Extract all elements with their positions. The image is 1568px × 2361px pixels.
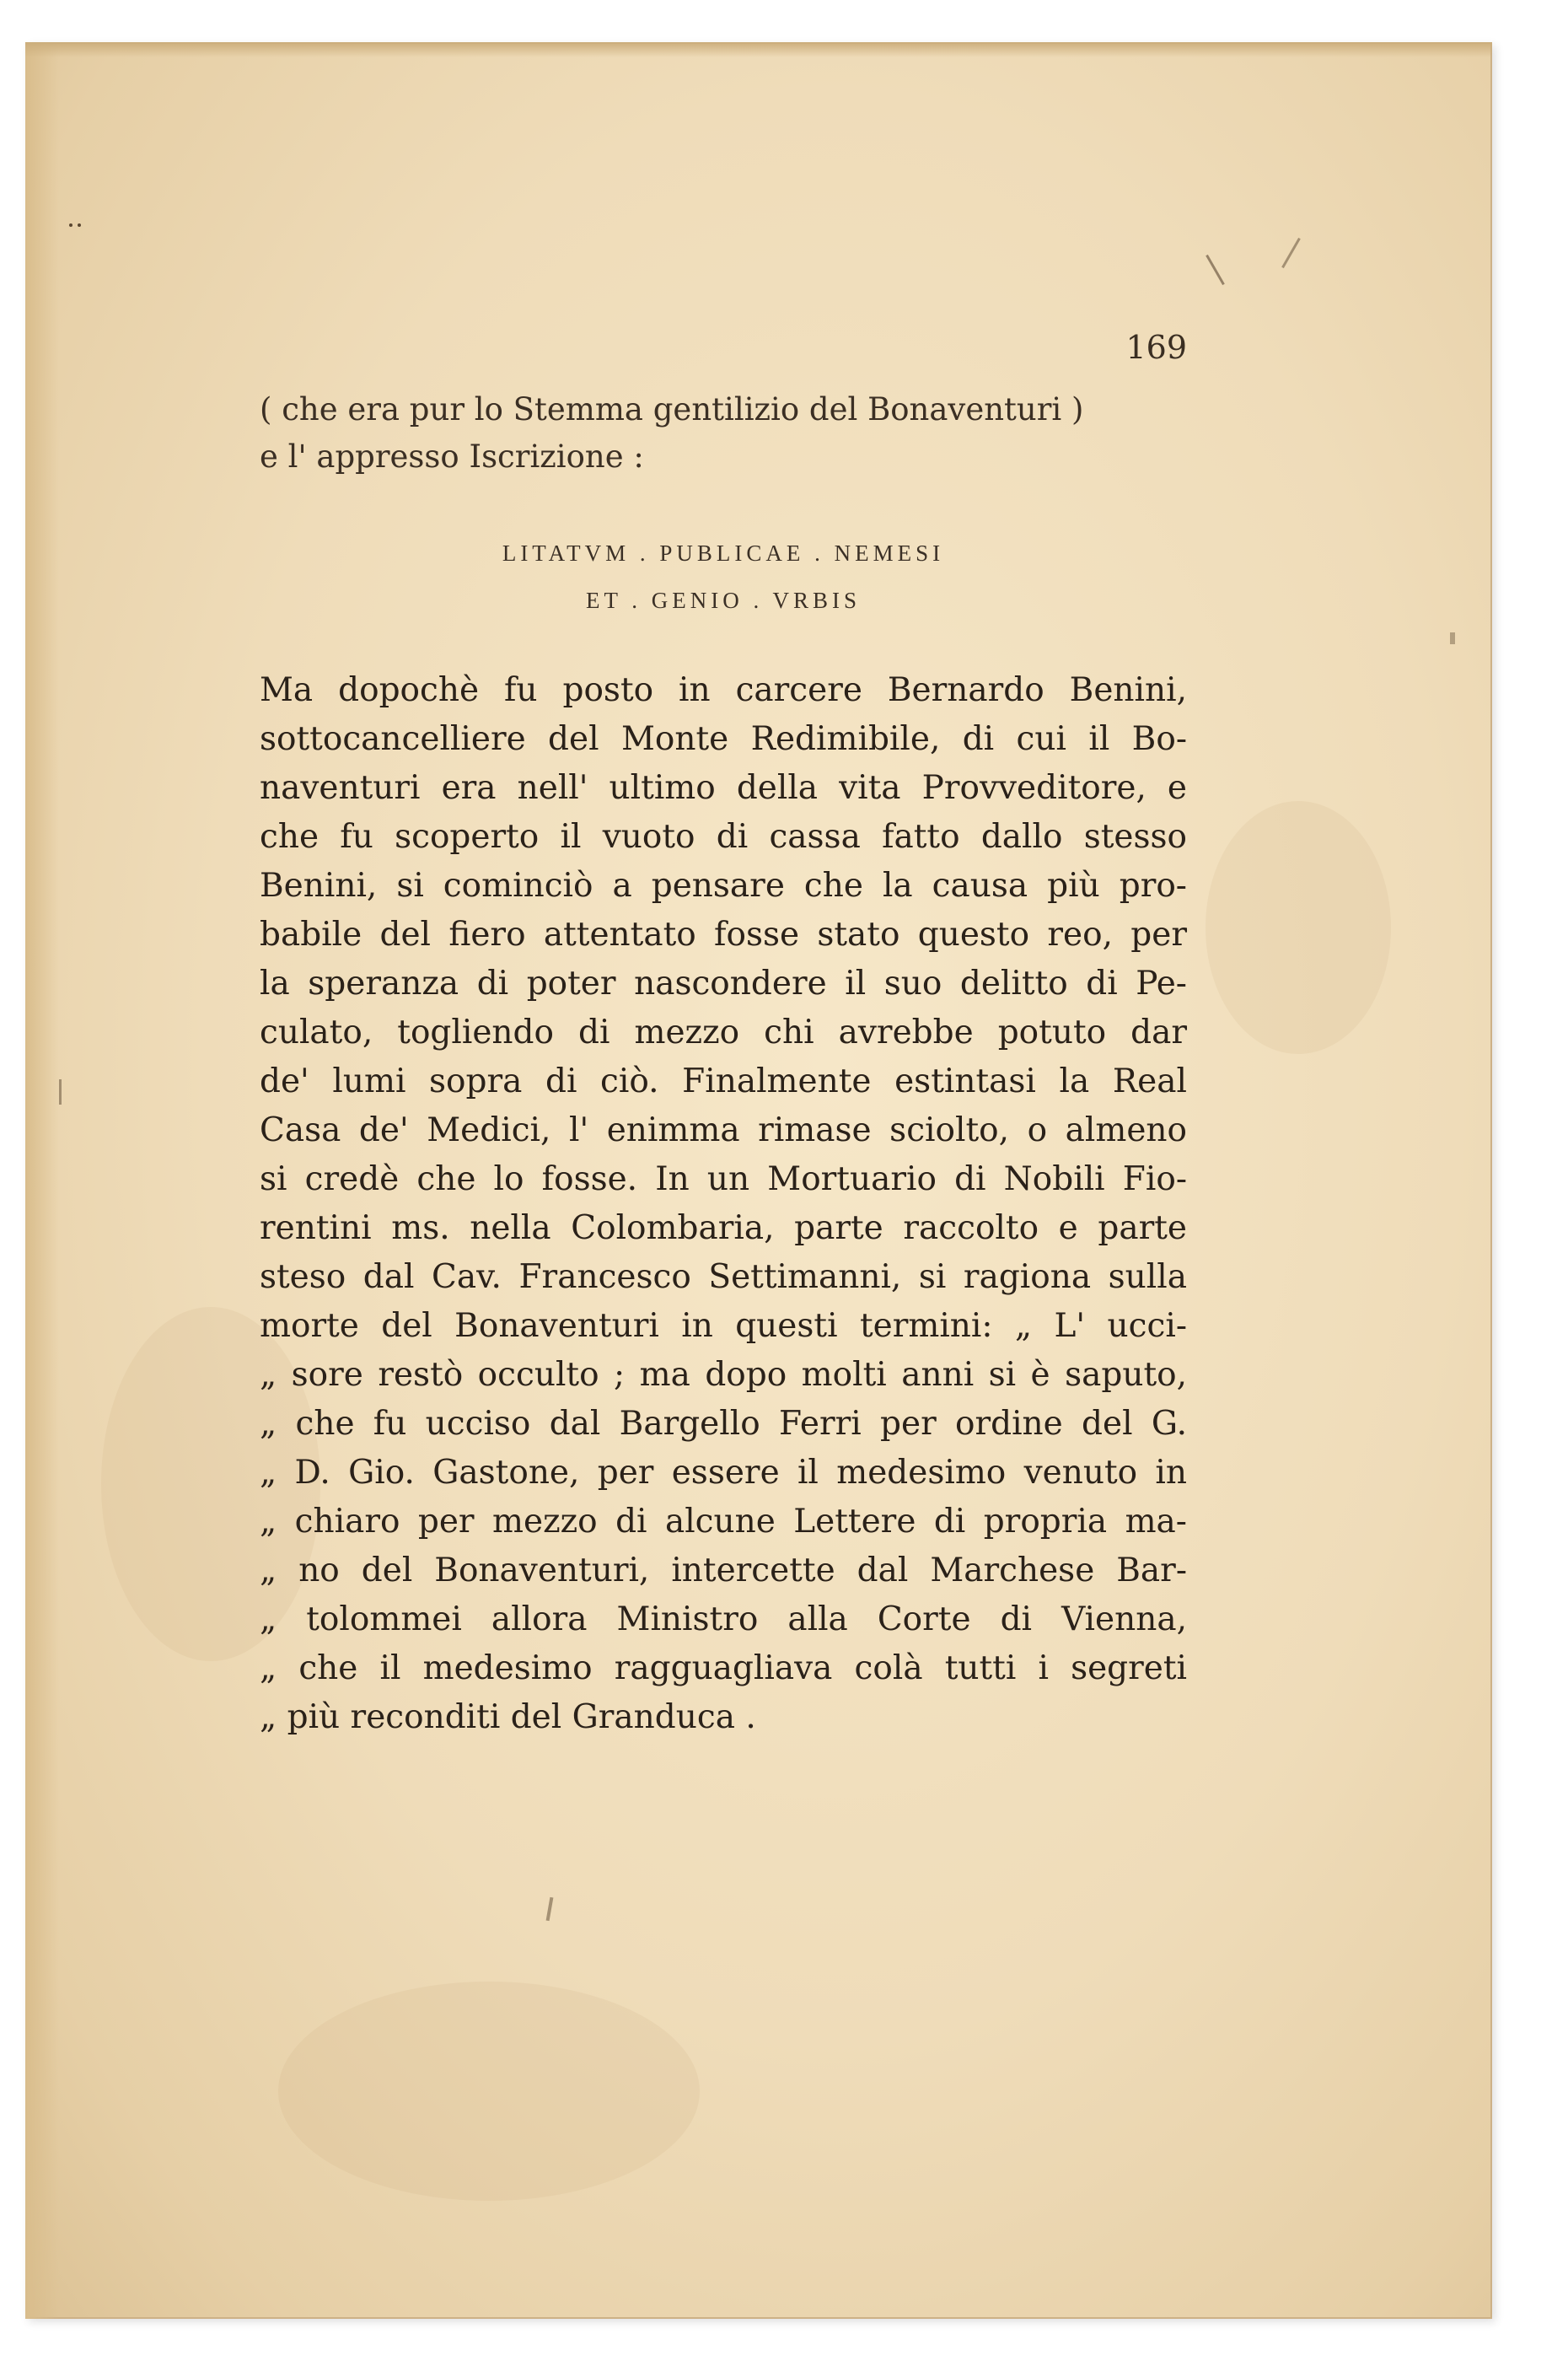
body-line: steso dal Cav. Francesco Settimanni, si ragiona sulla — [260, 1258, 1187, 1296]
body-line: „ D. Gio. Gastone, per essere il medesimo venuto in — [260, 1454, 1187, 1492]
body-line: naventuri era nell' ultimo della vita Provveditore, e — [260, 769, 1187, 807]
body-line: de' lumi sopra di ciò. Finalmente estintasi la Real — [260, 1062, 1187, 1100]
body-paragraph — [260, 666, 1187, 1742]
body-line: „ che fu ucciso dal Bargello Ferri per ordine del G. — [260, 1405, 1187, 1443]
paper-stain — [278, 1982, 700, 2201]
ink-speck — [546, 1897, 554, 1921]
body-line: rentini ms. nella Colombaria, parte raccolto e parte — [260, 1209, 1187, 1247]
inscription-line: LITATVM . PUBLICAE . NEMESI — [502, 541, 945, 566]
body-line: Ma dopochè fu posto in carcere Bernardo Benini, — [260, 671, 1187, 709]
intro-line: e l' appresso Iscrizione : — [260, 438, 644, 475]
ink-speck — [69, 223, 72, 227]
body-line: Benini, si cominciò a pensare che la causa più pro- — [260, 867, 1187, 905]
ink-speck — [1206, 255, 1225, 285]
paper-stain — [1206, 801, 1391, 1054]
top-edge-shadow — [25, 42, 1492, 57]
body-line: che fu scoperto il vuoto di cassa fatto dallo stesso — [260, 818, 1187, 856]
body-line: „ sore restò occulto ; ma dopo molti anni si è saputo, — [260, 1356, 1187, 1394]
body-line: „ no del Bonaventuri, intercette dal Marchese Bar- — [260, 1552, 1187, 1589]
body-line: „ più reconditi del Granduca . — [260, 1698, 756, 1736]
paper-sheet — [25, 42, 1492, 2319]
inscription — [260, 530, 1187, 624]
intro-line: ( che era pur lo Stemma gentilizio del Bonaventuri ) — [260, 391, 1084, 428]
page-number: 169 — [1125, 329, 1187, 366]
body-line: sottocancelliere del Monte Redimibile, di cui il Bo- — [260, 720, 1187, 758]
intro-text — [260, 386, 1187, 481]
body-line: babile del fiero attentato fosse stato questo reo, per — [260, 916, 1187, 954]
inscription-line: ET . GENIO . VRBIS — [585, 588, 861, 613]
ink-speck — [78, 223, 81, 227]
body-line: si credè che lo fosse. In un Mortuario di Nobili Fio- — [260, 1160, 1187, 1198]
binding-edge — [25, 42, 59, 2319]
ink-speck — [1450, 632, 1455, 644]
body-line: „ tolommei allora Ministro alla Corte di Vienna, — [260, 1600, 1187, 1638]
body-line: la speranza di poter nascondere il suo delitto di Pe- — [260, 965, 1187, 1003]
body-line: Casa de' Medici, l' enimma rimase sciolto, o almeno — [260, 1111, 1187, 1149]
body-line: „ che il medesimo ragguagliava colà tutti i segreti — [260, 1649, 1187, 1687]
body-line: morte del Bonaventuri in questi termini: „ L' ucci- — [260, 1307, 1187, 1345]
ink-speck — [1281, 238, 1301, 268]
body-line: „ chiaro per mezzo di alcune Lettere di propria ma- — [260, 1503, 1187, 1541]
ink-speck — [59, 1079, 62, 1105]
body-line: culato, togliendo di mezzo chi avrebbe potuto dar — [260, 1014, 1187, 1051]
